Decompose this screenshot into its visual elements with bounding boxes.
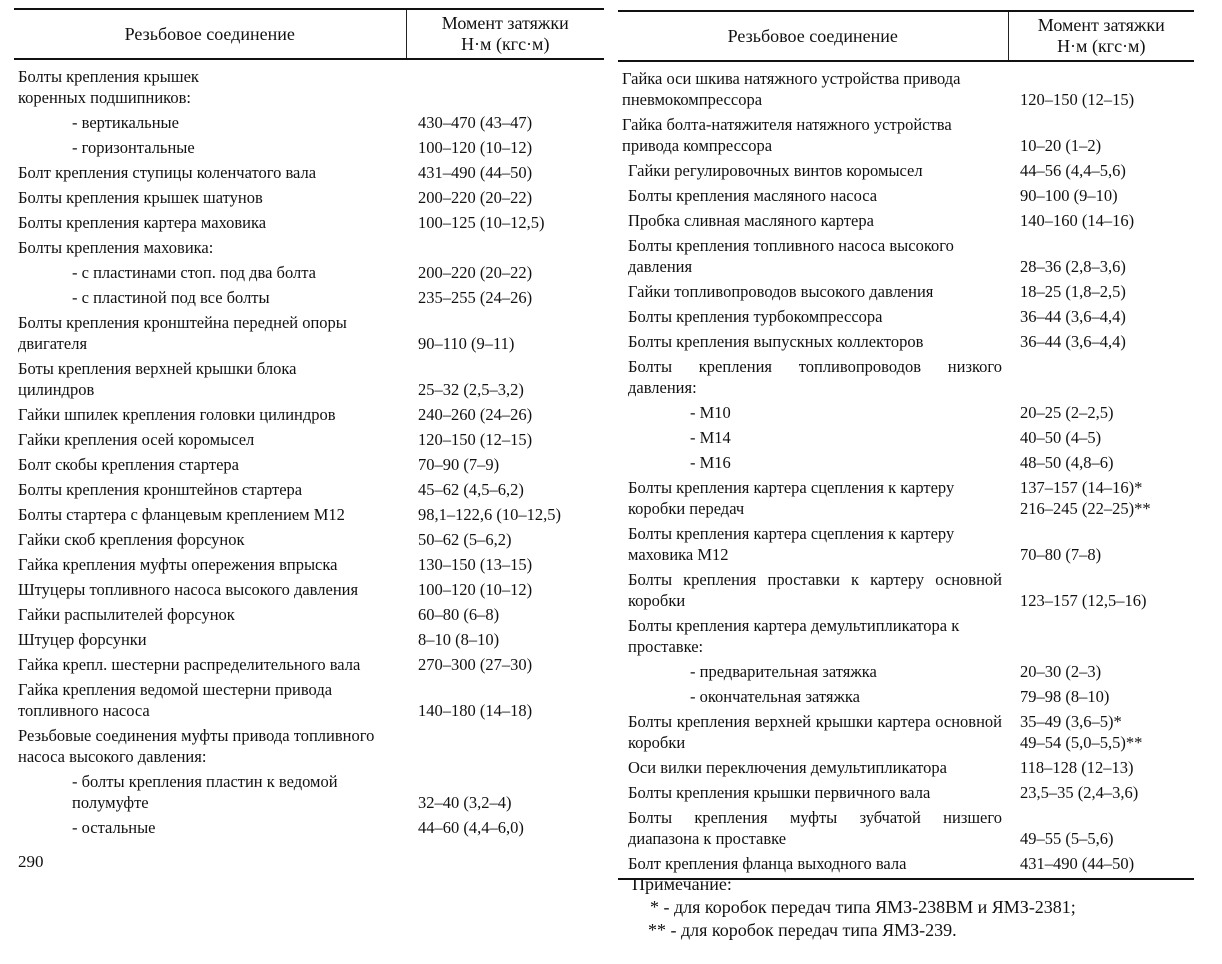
row-name: - М10 (690, 403, 731, 422)
table-row (618, 684, 1194, 709)
row-name: Болты крепления кронштейна передней опоры двигателя (18, 313, 347, 353)
header-torque-line1: Момент затяжки (441, 13, 569, 33)
table-row (618, 475, 1194, 521)
row-value: 45–62 (4,5–6,2) (418, 480, 524, 499)
row-value (1008, 354, 1194, 400)
row-name: Гайка болта-натяжителя натяжного устройства привода компрессора (622, 115, 952, 155)
row-value: 140–160 (14–16) (1020, 211, 1135, 230)
row-name: Болты крепления верхней крышки картера основной коробки (628, 712, 1002, 752)
row-value: 100–120 (10–12) (418, 138, 533, 157)
table-row (14, 59, 604, 110)
table-row (14, 552, 604, 577)
row-name: Гайка крепл. шестерни распределительного вала (18, 655, 361, 674)
table-row (14, 210, 604, 235)
header-torque-line2: Н·м (кгс·м) (461, 34, 550, 54)
table-row (618, 521, 1194, 567)
row-value: 70–80 (7–8) (1020, 545, 1102, 564)
row-name: Болты крепления муфты зубчатой низшего диапазона к проставке (628, 808, 1002, 848)
table-row (618, 780, 1194, 805)
row-value: 200–220 (20–22) (418, 263, 533, 282)
header-col-torque (406, 9, 604, 59)
row-value: 10–20 (1–2) (1020, 136, 1102, 155)
table-row (14, 356, 604, 402)
row-name: - окончательная затяжка (690, 687, 860, 706)
row-value: 20–25 (2–2,5) (1020, 403, 1114, 422)
header-torque-line2: Н·м (кгс·м) (1057, 36, 1146, 56)
table-row (618, 450, 1194, 475)
table-row (14, 135, 604, 160)
table-row (14, 527, 604, 552)
table-row (14, 769, 604, 815)
row-name: - остальные (72, 818, 156, 837)
row-name: Болт скобы крепления стартера (18, 455, 239, 474)
table-row (14, 652, 604, 677)
row-name: Оси вилки переключения демультипликатора (628, 758, 947, 777)
row-value: 28–36 (2,8–3,6) (1020, 257, 1126, 276)
row-name: - М16 (690, 453, 731, 472)
row-name: Болты крепления кронштейнов стартера (18, 480, 303, 499)
table-row (618, 567, 1194, 613)
row-name: Болт крепления фланца выходного вала (628, 854, 907, 873)
row-value: 60–80 (6–8) (418, 605, 500, 624)
row-value: 431–490 (44–50) (1020, 854, 1135, 873)
row-value: 48–50 (4,8–6) (1020, 453, 1114, 472)
row-name: Резьбовые соединения муфты привода топливного насоса высокого давления: (18, 726, 375, 766)
row-value: 98,1–122,6 (10–12,5) (418, 505, 561, 524)
row-name: Гайки крепления осей коромысел (18, 430, 255, 449)
row-value: 100–125 (10–12,5) (418, 213, 545, 232)
row-value: 18–25 (1,8–2,5) (1020, 282, 1126, 301)
table-row (14, 260, 604, 285)
row-name: Гайка крепления ведомой шестерни привода топливного насоса (18, 680, 333, 720)
table-row (14, 402, 604, 427)
table-row (618, 329, 1194, 354)
row-value: 123–157 (12,5–16) (1020, 591, 1147, 610)
table-row (618, 233, 1194, 279)
page-number: 290 (18, 852, 44, 871)
row-name: Пробка сливная масляного картера (628, 211, 874, 230)
row-value: 100–120 (10–12) (418, 580, 533, 599)
row-name: Болты крепления масляного насоса (628, 186, 878, 205)
table-row (14, 452, 604, 477)
row-value: 140–180 (14–18) (418, 701, 533, 720)
row-value: 120–150 (12–15) (418, 430, 533, 449)
footnote-line-1: * - для коробок передач типа ЯМЗ-238ВМ и ЯМЗ-2381; (650, 897, 1076, 917)
row-name: Болты крепления выпускных коллекторов (628, 332, 924, 351)
table-row (618, 208, 1194, 233)
row-value: 90–100 (9–10) (1020, 186, 1118, 205)
table-row (14, 110, 604, 135)
row-value: 44–60 (4,4–6,0) (418, 818, 524, 837)
row-name: - предварительная затяжка (690, 662, 877, 681)
row-value: 49–55 (5–5,6) (1020, 829, 1114, 848)
footnote (632, 873, 1076, 942)
row-name: Болты крепления проставки к картеру основной коробки (628, 570, 1002, 610)
row-name: Штуцер форсунки (18, 630, 147, 649)
row-name: Болты крепления топливопроводов низкого давления: (628, 357, 1002, 397)
row-value: 431–490 (44–50) (418, 163, 533, 182)
table-row (14, 427, 604, 452)
row-name: Болты крепления крышек коренных подшипников: (18, 67, 199, 107)
row-name: Гайка оси шкива натяжного устройства привода пневмокомпрессора (622, 69, 961, 109)
table-row (14, 602, 604, 627)
table-row (14, 477, 604, 502)
row-name: Болты крепления крышек шатунов (18, 188, 263, 207)
row-name: Болты крепления картера демультипликатора к проставке: (628, 616, 960, 656)
row-value: 20–30 (2–3) (1020, 662, 1102, 681)
row-value: 200–220 (20–22) (418, 188, 533, 207)
row-value: 90–110 (9–11) (418, 334, 515, 353)
table-row (14, 677, 604, 723)
table-row (618, 112, 1194, 158)
row-name: Болты крепления маховика: (18, 238, 214, 257)
table-row (618, 805, 1194, 851)
row-name: Болты стартера с фланцевым креплением М12 (18, 505, 345, 524)
row-value: 36–44 (3,6–4,4) (1020, 332, 1126, 351)
row-value: 118–128 (12–13) (1020, 758, 1134, 777)
table-row (14, 577, 604, 602)
table-row (14, 815, 604, 840)
table-row (618, 279, 1194, 304)
row-name: Болты крепления картера сцепления к картеру коробки передач (628, 478, 955, 518)
row-name: Гайки шпилек крепления головки цилиндров (18, 405, 336, 424)
right-table-header (618, 11, 1194, 61)
row-name: Болты крепления турбокомпрессора (628, 307, 883, 326)
row-value: 25–32 (2,5–3,2) (418, 380, 524, 399)
table-row (14, 235, 604, 260)
table-row (618, 613, 1194, 659)
table-row (618, 425, 1194, 450)
footnote-line-2: ** - для коробок передач типа ЯМЗ-239. (648, 920, 957, 940)
table-row (14, 185, 604, 210)
header-col-name: Резьбовое соединение (618, 11, 1008, 61)
row-value: 40–50 (4–5) (1020, 428, 1102, 447)
row-name: - болты крепления пластин к ведомой полумуфте (72, 772, 338, 812)
row-value: 35–49 (3,6–5)* 49–54 (5,0–5,5)** (1020, 712, 1143, 752)
row-name: Болты крепления картера сцепления к картеру маховика М12 (628, 524, 955, 564)
row-name: Болты крепления топливного насоса высокого давления (628, 236, 954, 276)
row-name: Болты крепления картера маховика (18, 213, 267, 232)
row-name: - с пластинами стоп. под два болта (72, 263, 316, 282)
row-value: 235–255 (24–26) (418, 288, 533, 307)
header-col-torque (1008, 11, 1194, 61)
table-row (14, 285, 604, 310)
row-name: Болты крепления крышки первичного вала (628, 783, 931, 802)
table-row (618, 659, 1194, 684)
row-value: 430–470 (43–47) (418, 113, 533, 132)
row-value: 50–62 (5–6,2) (418, 530, 512, 549)
table-row (618, 400, 1194, 425)
row-value: 270–300 (27–30) (418, 655, 533, 674)
table-row (618, 755, 1194, 780)
table-row (618, 304, 1194, 329)
table-row (618, 61, 1194, 112)
row-name: - горизонтальные (72, 138, 195, 157)
row-name: Гайки регулировочных винтов коромысел (628, 161, 923, 180)
table-row (618, 158, 1194, 183)
table-row (14, 627, 604, 652)
row-name: - вертикальные (72, 113, 179, 132)
row-value: 79–98 (8–10) (1020, 687, 1110, 706)
row-name: Штуцеры топливного насоса высокого давления (18, 580, 359, 599)
table-row (618, 183, 1194, 208)
header-col-name: Резьбовое соединение (14, 9, 406, 59)
row-value: 130–150 (13–15) (418, 555, 533, 574)
row-value (406, 235, 604, 260)
row-value: 44–56 (4,4–5,6) (1020, 161, 1126, 180)
table-row (14, 310, 604, 356)
row-name: Боты крепления верхней крышки блока цилиндров (18, 359, 297, 399)
row-value: 137–157 (14–16)* 216–245 (22–25)** (1020, 478, 1151, 518)
row-name: Гайки скоб крепления форсунок (18, 530, 245, 549)
row-name: Гайки топливопроводов высокого давления (628, 282, 934, 301)
table-row (618, 709, 1194, 755)
row-value: 32–40 (3,2–4) (418, 793, 512, 812)
row-value: 240–260 (24–26) (418, 405, 533, 424)
row-name: - М14 (690, 428, 731, 447)
right-torque-table (618, 10, 1194, 880)
table-row (14, 723, 604, 769)
header-torque-line1: Момент затяжки (1037, 15, 1165, 35)
row-value (406, 723, 604, 769)
left-torque-table (14, 8, 604, 840)
row-name: - с пластиной под все болты (72, 288, 270, 307)
row-name: Болт крепления ступицы коленчатого вала (18, 163, 317, 182)
footnote-title: Примечание: (632, 874, 732, 894)
row-value (406, 59, 604, 110)
table-row (14, 502, 604, 527)
left-table-header (14, 9, 604, 59)
row-name: Гайки распылителей форсунок (18, 605, 235, 624)
row-value: 8–10 (8–10) (418, 630, 500, 649)
row-value (1008, 613, 1194, 659)
table-row (618, 354, 1194, 400)
row-value: 70–90 (7–9) (418, 455, 500, 474)
row-value: 36–44 (3,6–4,4) (1020, 307, 1126, 326)
row-value: 23,5–35 (2,4–3,6) (1020, 783, 1139, 802)
row-value: 120–150 (12–15) (1020, 90, 1135, 109)
table-row (14, 160, 604, 185)
row-name: Гайка крепления муфты опережения впрыска (18, 555, 338, 574)
